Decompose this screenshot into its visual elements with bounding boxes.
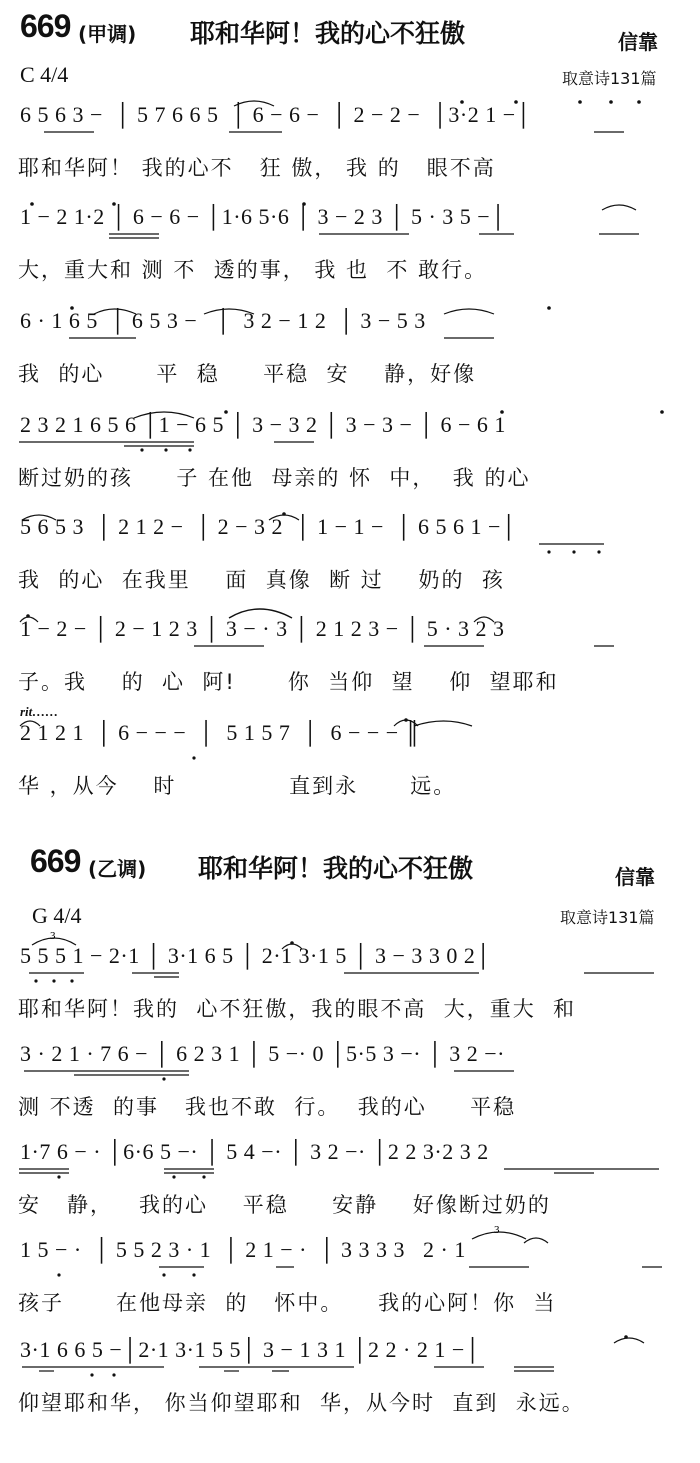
song-a-header [0,0,700,60]
lyrics-line: 耶和华阿！我的 心不狂傲，我的眼不高 大，重大 和 [18,997,577,1021]
lyrics-line: 大，重大和 测 不 透的事， 我 也 不 敢行。 [18,258,488,282]
lyrics-line: 安 静， 我的心 平稳 安静 好像断过奶的 [18,1193,551,1217]
jianpu-notes: 6 · 1 6 5 │ 6 5 3 − │ 3 2 − 1 2 │ 3 − 5 3 [20,308,426,333]
lyrics-line: 耶和华阿！ 我的心不 狂 傲， 我 的 眼不高 [18,156,496,180]
notation-line [14,930,686,983]
scripture-source: 取意诗131篇 [562,69,657,88]
notation-line [14,614,686,656]
lyrics-line: 我 的心 在我里 面 真像 断 过 奶的 孩 [18,568,505,592]
jianpu-notes: 1 5 − · │ 5 5 2 3 · 1 │ 2 1 − · │ 3 3 3 3 2 · 1 [20,1237,466,1262]
jianpu-notes: 5 5 5 1 − 2·1 │ 3·1 6 5 │ 2·1 3·1 5 │ 3 − 3 3 0 2│ [20,943,492,968]
jianpu-notes: 1 − 2 1·2 │ 6 − 6 − │1·6 5·6 │ 3 − 2 3 │ 5 · 3 5 −│ [20,204,507,229]
notation-line [14,1335,686,1377]
jianpu-notes: 2 1 2 1 │ 6 − − − │ 5 1 5 7 │ 6 − − − ║ [20,720,421,745]
song-b-header [0,835,700,895]
notation-line [14,718,686,760]
notation-line [14,100,686,142]
ritardando-mark: rit…… [20,704,59,719]
jianpu-notes: 3·1 6 6 5 −│2·1 3·1 5 5│ 3 − 1 3 1 │2 2 · 2 1 −│ [20,1337,481,1362]
notation-line [14,202,686,244]
svg-text:3: 3 [50,930,56,942]
svg-text:3: 3 [494,1224,500,1236]
hymn-number: 669 [30,843,81,879]
lyrics-line: 孩子 在他母亲 的 怀中。 我的心阿！你 当 [18,1291,557,1315]
notation-line [14,410,686,452]
key-meter: C 4/4 [20,62,69,87]
jianpu-notes: 2 3 2 1 6 5 6 │1 − 6 5 │ 3 − 3 2 │ 3 − 3 − │ 6 − 6 1 [20,412,506,437]
key-tag: (乙调) [88,857,147,881]
song-author: 信靠 [615,865,655,889]
lyrics-line: 华 ，从今 时 直到永 远。 [18,774,457,798]
notation-line [14,1039,686,1081]
jianpu-notes: 1 − 2 − │ 2 − 1 2 3 │ 3 − · 3 │ 2 1 2 3 − │ 5 · 3 2 3 [20,616,505,641]
notation-line [14,1137,686,1179]
song-b [0,835,700,1463]
jianpu-notes: 1·7 6 − · │6·6 5 −· │ 5 4 −· │ 3 2 −· │2 2 3·2 3 2 [20,1139,489,1164]
jianpu-notes: 3 · 2 1 · 7 6 − │ 6 2 3 1 │ 5 −· 0 │5·5 3 −· │ 3 2 −· [20,1041,505,1066]
song-title: 耶和华阿！我的心不狂傲 [190,19,466,48]
lyrics-line: 仰望耶和华， 你当仰望耶和 华，从今时 直到 永远。 [18,1391,585,1415]
hymn-number: 669 [20,8,71,44]
lyrics-line: 测 不透 的事 我也不敢 行。 我的心 平稳 [18,1095,517,1119]
notation-line [14,512,686,554]
lyrics-line: 断过奶的孩 子 在他 母亲的 怀 中， 我 的心 [18,466,531,490]
lyrics-line: 子。我 的 心 阿! 你 当仰 望 仰 望耶和 [18,670,559,694]
key-meter: G 4/4 [32,903,82,928]
scripture-source: 取意诗131篇 [560,908,655,927]
jianpu-notes: 6 5 6 3 − │ 5 7 6 6 5 │ 6 − 6 − │ 2 − 2 − │3·2 1 −│ [20,102,532,127]
notation-line [14,306,686,348]
song-author: 信靠 [618,30,658,54]
key-tag: (甲调) [78,22,137,46]
song-title: 耶和华阿！我的心不狂傲 [198,854,474,883]
jianpu-notes: 5 6 5 3 │ 2 1 2 − │ 2 − 3 2 │ 1 − 1 − │ 6 5 6 1 −│ [20,514,517,539]
notation-line [14,1224,686,1277]
lyrics-line: 我 的心 平 稳 平稳 安 静，好像 [18,362,477,386]
